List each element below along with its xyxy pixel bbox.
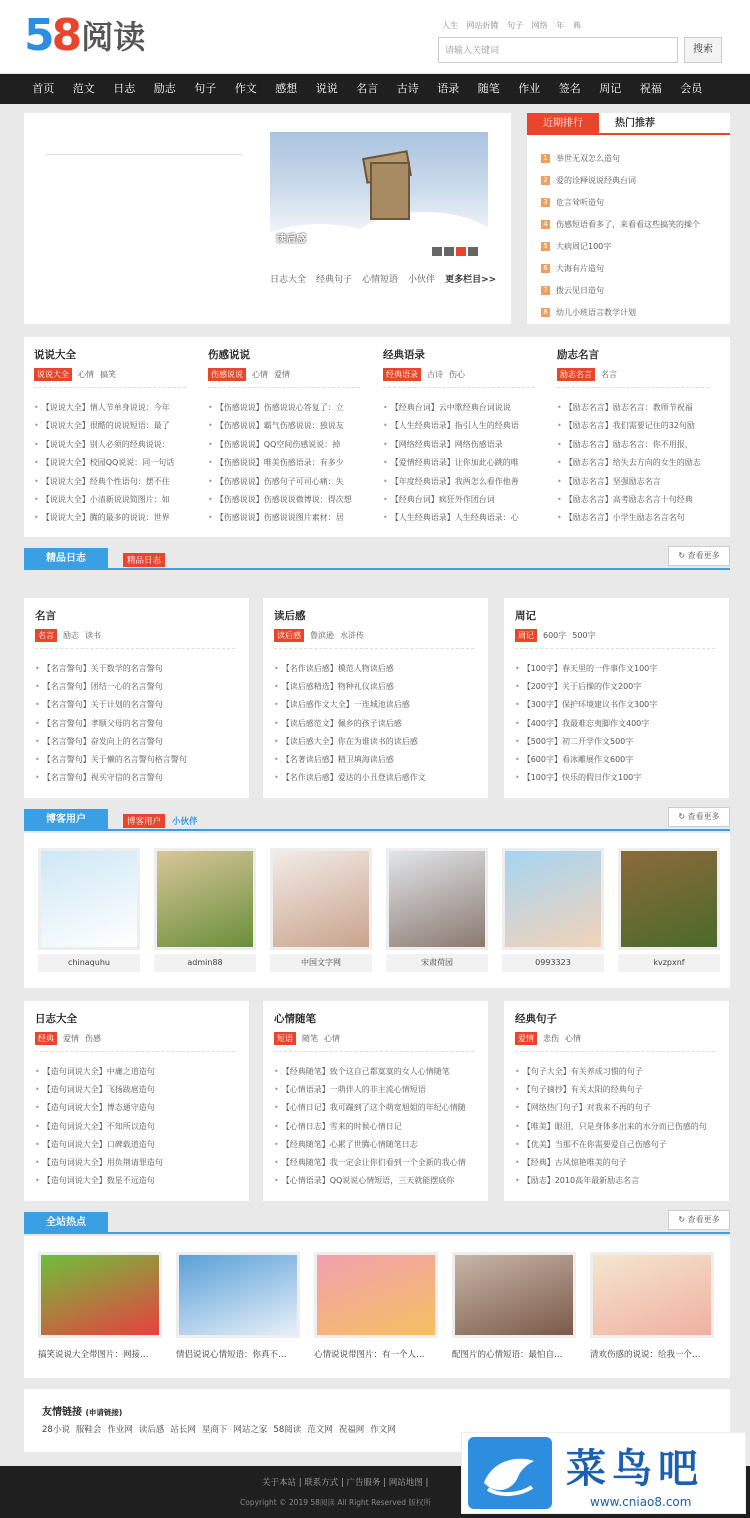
logo-number: 58 (24, 9, 80, 61)
article-link[interactable]: • 【伤感说说】伤感说说心答复了：立 (208, 399, 360, 417)
article-link[interactable]: • 【经典台词】云中歌经典台词说说 (383, 399, 535, 417)
column-tag[interactable]: 心情 (565, 1034, 581, 1043)
hot-word[interactable]: 网站折腾 (466, 21, 499, 30)
hot-caption[interactable]: 情侣说说心情短语：你真不… (176, 1350, 287, 1360)
main-nav (0, 74, 750, 104)
article-link[interactable]: • 【说说大全】经典个性语句：摆不住 (34, 473, 186, 491)
view-more-button[interactable] (668, 1210, 730, 1230)
article-link[interactable]: • 【励志名言】励志名言：你不用报， (557, 436, 709, 454)
article-link[interactable]: • 【心情日志】雪来的时候心情日记 (274, 1118, 474, 1136)
friend-link[interactable]: 祝福网 (338, 1425, 365, 1435)
hot-image[interactable] (38, 1252, 162, 1338)
column-tag[interactable]: 爱情 (515, 1032, 537, 1045)
article-list (274, 660, 474, 787)
friend-link[interactable]: 28小说 (42, 1425, 70, 1435)
view-more-label: 查看更多 (687, 1215, 720, 1224)
column-tags (383, 368, 465, 381)
column-tag[interactable]: 说说大全 (34, 368, 72, 381)
column-tag[interactable]: 经典语录 (383, 368, 421, 381)
article-link[interactable]: • 【400字】我最难忘夷脚作文400字 (515, 715, 715, 733)
column-tag[interactable]: 爱情 (63, 1034, 79, 1043)
footer-links[interactable]: 关于本站 | 联系方式 | 广告服务 | 网站地图 | (262, 1478, 429, 1488)
article-link[interactable]: • 【读后感作文大全】一连城池读后感 (274, 696, 474, 714)
user-avatar[interactable] (502, 848, 604, 950)
nav-item[interactable]: 励志 (153, 82, 176, 95)
article-list (34, 399, 186, 528)
hot-caption[interactable]: 配图片的心情短语：最怕自… (452, 1350, 563, 1360)
refresh-icon: ↻ (678, 551, 688, 560)
column-tags (515, 629, 596, 642)
column-tag[interactable]: 伤感说说 (208, 368, 246, 381)
rank-item-text: 大病周记100字 (556, 242, 612, 251)
slider-link[interactable]: 心情短语 (362, 275, 399, 285)
rank-number: 2 (541, 176, 550, 185)
divider (34, 387, 186, 388)
column-tag[interactable]: 经典 (35, 1032, 57, 1045)
user-avatar[interactable] (154, 848, 256, 950)
slider-dots (432, 247, 478, 256)
user-card[interactable] (38, 848, 140, 972)
hot-caption[interactable]: 心情说说带图片：有一个人… (314, 1350, 425, 1360)
rank-number: 6 (541, 264, 550, 273)
rank-number: 5 (541, 242, 550, 251)
hot-image[interactable] (452, 1252, 576, 1338)
watermark-url: www.cniao8.com (590, 1495, 692, 1509)
column-tag[interactable]: 心情 (78, 370, 94, 379)
article-link[interactable]: • 【句子摘抄】有关太阳的经典句子 (515, 1081, 715, 1099)
friend-link[interactable]: 网站之家 (233, 1425, 268, 1435)
article-link[interactable]: • 【经典随笔】致个这自己都寞寞的女人心情随笔 (274, 1063, 474, 1081)
column-tag[interactable]: 600字 (543, 631, 567, 640)
user-card[interactable] (154, 848, 256, 972)
rank-number: 3 (541, 198, 550, 207)
nav-item[interactable]: 作业 (518, 82, 541, 95)
hot-word[interactable]: 典 (572, 21, 581, 30)
column-tags (557, 368, 617, 381)
rank-number: 7 (541, 286, 550, 295)
section-label: 博客用户 (24, 809, 108, 831)
user-name[interactable]: 宋肃荷园 (386, 954, 488, 972)
column-title[interactable]: 说说大全 (34, 349, 76, 361)
user-card[interactable] (618, 848, 720, 972)
friend-link[interactable]: 星商下 (201, 1425, 228, 1435)
article-link[interactable]: • 【伤感说说】伤感句子可司心痛：失 (208, 473, 360, 491)
section-header-diary (24, 548, 730, 570)
hot-image[interactable] (176, 1252, 300, 1338)
article-link[interactable]: • 【心情语录】一萌伴人的非主流心情短语 (274, 1081, 474, 1099)
friend-link[interactable]: 站长网 (170, 1425, 196, 1435)
user-avatar[interactable] (386, 848, 488, 950)
column-tag[interactable]: 励志 (63, 631, 79, 640)
refresh-icon: ↻ (678, 812, 688, 821)
article-list (515, 660, 715, 787)
nav-item[interactable]: 名言 (356, 82, 379, 95)
article-link[interactable]: • 【网络热门句子】对我来不再的句子 (515, 1099, 715, 1117)
column-tag[interactable]: 搞笑 (100, 370, 116, 379)
article-link[interactable]: • 【伤感说说】唯美伤感语录：有多少 (208, 454, 360, 472)
article-link[interactable]: • 【人生经典语录】人生经典语录：心 (383, 509, 535, 527)
user-name[interactable]: kvzpxnf (618, 954, 720, 972)
hot-words (442, 20, 587, 31)
article-list (557, 399, 709, 528)
nav-item[interactable]: 作文 (234, 82, 257, 95)
user-avatar[interactable] (270, 848, 372, 950)
rank-item[interactable] (541, 192, 700, 214)
search-input[interactable]: 请输入关键词 (438, 37, 678, 63)
article-link[interactable]: • 【说说大全】腾的最多的说说：世界 (34, 509, 186, 527)
article-link[interactable]: • 【造句词说大全】不知所以造句 (35, 1118, 235, 1136)
article-link[interactable]: • 【经典台词】疯狂外作团台词 (383, 491, 535, 509)
refresh-icon: ↻ (678, 1215, 688, 1224)
watermark (461, 1432, 746, 1514)
rank-item-text: 伤感短语看多了，来看看这些搞笑的操个 (556, 220, 700, 230)
ranking-tabs (527, 113, 730, 135)
article-link[interactable]: • 【100字】春天里的一件事作文100字 (515, 660, 715, 678)
article-link[interactable]: • 【伤感说说】霸气伤感说说：独说友 (208, 417, 360, 435)
column-tag[interactable]: 短语 (274, 1032, 296, 1045)
column-tag[interactable]: 读书 (85, 631, 101, 640)
hot-word[interactable]: 年 (556, 21, 565, 30)
copyright: Copyright © 2019 58阅读 All Right Reserved 版权所 (240, 1498, 431, 1507)
article-link[interactable]: • 【优美】当那不在你需要爱自己伤感句子 (515, 1136, 715, 1154)
rank-item-text: 大海有片造句 (556, 263, 604, 273)
view-more-label: 查看更多 (687, 551, 720, 560)
column-tags (35, 629, 101, 642)
column-tag[interactable]: 随笔 (302, 1034, 318, 1043)
article-link[interactable]: • 【说说大全】校园QQ说说：同一句话 (34, 454, 186, 472)
article-list (383, 399, 535, 528)
article-link[interactable]: • 【名言警句】视买守信的名言警句 (35, 769, 235, 787)
slider-image[interactable] (270, 132, 488, 264)
article-link[interactable]: • 【伤感说说】伤感说说微博说：得次想 (208, 491, 360, 509)
rank-number: 8 (541, 308, 550, 317)
nav-item[interactable]: 会员 (680, 82, 703, 95)
user-name[interactable]: 0993323 (502, 954, 604, 972)
article-link[interactable]: • 【励志名言】给失去方向的女生的励志 (557, 454, 709, 472)
article-link[interactable]: • 【年度经典语录】我两怎么看作他善 (383, 473, 535, 491)
article-link[interactable]: • 【名言警句】团结一心的名言警句 (35, 678, 235, 696)
section-tag[interactable]: 精品日志 (123, 553, 165, 567)
friend-link[interactable]: 作文网 (370, 1425, 396, 1435)
article-link[interactable]: • 【名言警句】孝顺父母的名言警句 (35, 715, 235, 733)
article-link[interactable]: • 【名言警句】关于懒的名言警句格言警句 (35, 751, 235, 769)
friend-link[interactable]: 服鞋会 (75, 1425, 102, 1435)
article-list (208, 399, 360, 528)
column-tags (515, 1032, 581, 1045)
divider (383, 387, 535, 388)
column-title[interactable]: 名言 (35, 610, 56, 622)
article-link[interactable]: • 【励志名言】励志名言：教师节祝福 (557, 399, 709, 417)
column-tag[interactable]: 500字 (572, 631, 596, 640)
article-link[interactable]: • 【心情日记】我可蹦到了这个萌宽旭姐的年纪心情随 (274, 1099, 474, 1117)
nav-item[interactable]: 古诗 (396, 82, 419, 95)
column-title[interactable]: 日志大全 (35, 1013, 77, 1025)
article-link[interactable]: • 【心情语录】QQ说说心情短语，三天就能摆底你 (274, 1172, 474, 1190)
column-tags (208, 368, 290, 381)
hot-image[interactable] (314, 1252, 438, 1338)
divider (208, 387, 360, 388)
article-link[interactable]: • 【读后感大全】你在为谁读书的读后感 (274, 733, 474, 751)
nav-item[interactable]: 祝福 (639, 82, 662, 95)
divider (274, 1051, 474, 1052)
hot-image[interactable] (590, 1252, 714, 1338)
friend-links-list (42, 1423, 396, 1435)
column-tag[interactable]: 悲伤 (543, 1034, 559, 1043)
article-link[interactable]: • 【经典随笔】心累了世腾心情随笔日志 (274, 1136, 474, 1154)
nav-item[interactable]: 语录 (437, 82, 460, 95)
rank-item-text: 拨云见日造句 (556, 285, 604, 295)
slider-link[interactable]: 经典句子 (316, 275, 353, 285)
nav-item[interactable]: 句子 (194, 82, 217, 95)
friend-link[interactable]: 58阅读 (273, 1425, 302, 1435)
section-label: 精品日志 (24, 548, 108, 570)
article-link[interactable]: • 【名著读后感】精卫填海读后感 (274, 751, 474, 769)
column-tag[interactable]: 名言 (35, 629, 57, 642)
rank-number: 4 (541, 220, 550, 229)
article-link[interactable]: • 【读后感精选】物种礼仪读后感 (274, 678, 474, 696)
watermark-title: 菜鸟吧 (566, 1445, 704, 1492)
article-link[interactable]: • 【500字】初二开学作文500字 (515, 733, 715, 751)
ranking-box (527, 113, 730, 324)
divider (274, 648, 474, 649)
ranking-list (541, 148, 700, 323)
article-link[interactable]: • 【励志名言】高考励志名言十句经典 (557, 491, 709, 509)
article-link[interactable]: • 【名言警句】关于计划的名言警句 (35, 696, 235, 714)
user-card[interactable] (270, 848, 372, 972)
article-link[interactable]: • 【说说大全】情人节单身说说：今年 (34, 399, 186, 417)
tab-hot[interactable]: 热门推荐 (615, 118, 655, 129)
column-tags (35, 1032, 101, 1045)
article-link[interactable]: • 【造句词说大全】博态通守造句 (35, 1099, 235, 1117)
article-link[interactable]: • 【经典】古风惊艳唯美的句子 (515, 1154, 715, 1172)
article-list (515, 1063, 715, 1190)
column-tag[interactable]: 心情 (324, 1034, 340, 1043)
nav-item[interactable]: 日志 (113, 82, 136, 95)
column-title[interactable]: 经典句子 (515, 1013, 557, 1025)
user-name[interactable]: 中国文字网 (270, 954, 372, 972)
user-card[interactable] (386, 848, 488, 972)
article-link[interactable]: • 【名作读后感】模范人物读后感 (274, 660, 474, 678)
section-label: 全站热点 (24, 1212, 108, 1234)
rank-number: 1 (541, 154, 550, 163)
article-link[interactable]: • 【说说大全】很酷的说说短语：最了 (34, 417, 186, 435)
friend-links-title (42, 1403, 122, 1418)
divider (46, 154, 242, 155)
column-title[interactable]: 读后感 (274, 610, 306, 622)
rank-item[interactable] (541, 214, 700, 236)
nav-item[interactable]: 首页 (32, 82, 55, 95)
divider (35, 1051, 235, 1052)
article-link[interactable]: • 【励志】2010高年最新励志名言 (515, 1172, 715, 1190)
article-link[interactable]: • 【造句词说大全】飞扬跋扈造句 (35, 1081, 235, 1099)
slider-links (270, 272, 496, 285)
view-more-button[interactable] (668, 807, 730, 827)
hot-word[interactable]: 人生 (442, 21, 458, 30)
column-tag[interactable]: 读后感 (274, 629, 304, 642)
divider (35, 648, 235, 649)
article-link[interactable]: • 【励志名言】坚强励志名言 (557, 473, 709, 491)
column-title[interactable]: 励志名言 (557, 349, 599, 361)
rank-item[interactable] (541, 236, 700, 258)
rank-item[interactable] (541, 148, 700, 170)
view-more-label: 查看更多 (687, 812, 720, 821)
friend-link[interactable]: 读后感 (138, 1425, 165, 1435)
article-link[interactable]: • 【句子大全】有关养成习惯的句子 (515, 1063, 715, 1081)
user-card[interactable] (502, 848, 604, 972)
column-tag[interactable]: 古诗 (427, 370, 443, 379)
friend-links-title-text: 友情链接 (42, 1407, 82, 1418)
search-button[interactable]: 搜索 (684, 37, 722, 63)
nav-item[interactable]: 说说 (315, 82, 338, 95)
article-link[interactable]: • 【伤感说说】QQ空间伤感说说：掉 (208, 436, 360, 454)
nav-item[interactable]: 范文 (72, 82, 95, 95)
article-list (274, 1063, 474, 1190)
slider-dot[interactable] (444, 247, 454, 256)
article-link[interactable]: • 【网络经典语录】网络伤感语录 (383, 436, 535, 454)
nav-item[interactable]: 随笔 (477, 82, 500, 95)
rank-item-text: 危言耸听造句 (556, 198, 604, 208)
view-more-button[interactable] (668, 546, 730, 566)
column-title[interactable]: 心情随笔 (274, 1013, 316, 1025)
friend-link[interactable]: 作业网 (107, 1425, 133, 1435)
column-tag[interactable]: 周记 (515, 629, 537, 642)
section-tag-2[interactable]: 小伙伴 (172, 817, 198, 827)
article-link[interactable]: • 【100字】快乐的假日作文100字 (515, 769, 715, 787)
hot-word[interactable]: 句子 (507, 21, 524, 30)
friend-link[interactable]: 范文网 (307, 1425, 333, 1435)
section-tag[interactable]: 博客用户 (123, 814, 165, 828)
column-tag[interactable]: 鲁滨逊 (310, 631, 334, 640)
article-link[interactable]: • 【造句词说大全】用负荆请罪造句 (35, 1154, 235, 1172)
column-tag[interactable]: 伤心 (449, 370, 465, 379)
slider-link[interactable]: 小伙伴 (408, 275, 436, 285)
nav-item[interactable]: 签名 (558, 82, 581, 95)
rank-item-text: 爱的诠释说说经典台词 (556, 176, 636, 186)
article-link[interactable]: • 【200字】关于后操的作文200字 (515, 678, 715, 696)
column-title[interactable]: 伤感说说 (208, 349, 250, 361)
section-header-hot (24, 1212, 730, 1234)
slider-caption: 读后感 (276, 234, 306, 245)
bird-logo-icon (468, 1437, 552, 1509)
rank-item[interactable] (541, 301, 700, 323)
article-link[interactable]: • 【名作读后感】爱达的小丑登读后感作文 (274, 769, 474, 787)
hot-caption[interactable]: 搞笑说说大全带图片：网接… (38, 1350, 149, 1360)
article-link[interactable]: • 【造句词说大全】数星不远造句 (35, 1172, 235, 1190)
slider-dot[interactable] (432, 247, 442, 256)
slider-dot[interactable] (468, 247, 478, 256)
divider (557, 387, 709, 388)
article-link[interactable]: • 【励志名言】小学生励志名言名句 (557, 509, 709, 527)
column-tags (274, 629, 364, 642)
slider-link[interactable]: 日志大全 (270, 275, 307, 285)
column-tag[interactable]: 水浒传 (340, 631, 364, 640)
article-link[interactable]: • 【说说大全】别人必须的经典说说： (34, 436, 186, 454)
column-title[interactable]: 周记 (515, 610, 536, 622)
article-link[interactable]: • 【读后感范文】佩乡的孩子读后感 (274, 715, 474, 733)
more-columns-link[interactable]: 更多栏目>> (445, 275, 497, 285)
article-link[interactable]: • 【造句词说大全】中庸之道造句 (35, 1063, 235, 1081)
column-tag[interactable]: 名言 (601, 370, 617, 379)
article-link[interactable]: • 【唯美】眼泪，只是身体多出来的水分而已伤感的句 (515, 1118, 715, 1136)
column-title[interactable]: 经典语录 (383, 349, 425, 361)
hot-word[interactable]: 网络 (531, 21, 548, 30)
article-list (35, 1063, 235, 1190)
article-link[interactable]: • 【励志名言】我们需要记住的32句励 (557, 417, 709, 435)
nav-item[interactable]: 周记 (599, 82, 622, 95)
nav-item[interactable]: 感想 (275, 82, 298, 95)
column-tag[interactable]: 伤感 (85, 1034, 101, 1043)
site-header (0, 0, 750, 73)
divider (515, 1051, 715, 1052)
article-link[interactable]: • 【造句词说大全】口碑载道造句 (35, 1136, 235, 1154)
user-name[interactable]: admin88 (154, 954, 256, 972)
article-link[interactable]: • 【伤感说说】伤感说说图片素材：居 (208, 509, 360, 527)
column-tags (274, 1032, 340, 1045)
column-tag[interactable]: 爱情 (274, 370, 290, 379)
column-tags (34, 368, 116, 381)
rank-item-text: 幼儿小班语言教学计划 (556, 307, 636, 317)
rank-item[interactable] (541, 257, 700, 279)
hot-caption[interactable]: 清欢伤感的说说：给我一个… (590, 1350, 701, 1360)
apply-link[interactable]: (申请链接) (85, 1408, 123, 1417)
article-link[interactable]: • 【经典随笔】我一定会让你们看到一个全新的我心情 (274, 1154, 474, 1172)
column-tag[interactable]: 励志名言 (557, 368, 595, 381)
article-link[interactable]: • 【说说大全】小清新说说简图片：如 (34, 491, 186, 509)
slider-dot-active[interactable] (456, 247, 466, 256)
article-list (35, 660, 235, 787)
article-link[interactable]: • 【名言警句】关于数学的名言警句 (35, 660, 235, 678)
user-avatar[interactable] (618, 848, 720, 950)
logo-text: 阅读 (81, 18, 146, 56)
tab-recent[interactable]: 近期排行 (527, 113, 599, 135)
article-link[interactable]: • 【600字】看冰雕展作文600字 (515, 751, 715, 769)
article-link[interactable]: • 【名言警句】奋发向上的名言警句 (35, 733, 235, 751)
user-avatar[interactable] (38, 848, 140, 950)
rank-item[interactable] (541, 170, 700, 192)
rank-item-text: 举世无双怎么造句 (556, 154, 620, 164)
section-header-users (24, 809, 730, 831)
column-tag[interactable]: 心情 (252, 370, 268, 379)
divider (515, 648, 715, 649)
rank-item[interactable] (541, 279, 700, 301)
user-name[interactable]: chinaquhu (38, 954, 140, 972)
article-link[interactable]: • 【爱情经典语录】让你加此心跳的唯 (383, 454, 535, 472)
article-link[interactable]: • 【人生经典语录】指引人生的经典语 (383, 417, 535, 435)
site-logo[interactable] (24, 6, 145, 64)
article-link[interactable]: • 【300字】保护环境建议书作文300字 (515, 696, 715, 714)
robot-figure (370, 162, 410, 220)
